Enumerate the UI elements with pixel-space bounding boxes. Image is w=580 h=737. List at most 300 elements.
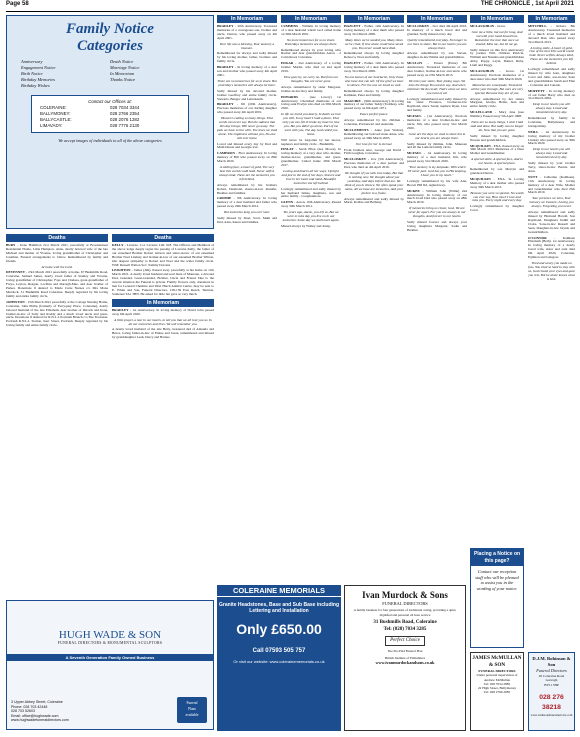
robinson-address-line: Garvagh <box>545 678 558 683</box>
notice-verse <box>217 166 277 182</box>
notice-name: DEVENNEY <box>6 270 26 275</box>
notice-text: - (nee Lavery) 1st Anniversary. Cherished memories of our loving aunt Evelyn who died on 30th March 2020. <box>281 94 341 111</box>
notice-text: - Grace. 1st Anniversary. Precious memories of a dear sister who died 30th March 2020. <box>470 69 524 81</box>
notice-name: CROMIE <box>217 196 232 201</box>
robinson-website: www.robinsonsfuneralservice.com <box>530 712 573 717</box>
notice-entry <box>470 49 524 69</box>
notice-text: Always remembered and sadly missed by Marie, Robbie and Bethany. <box>344 196 404 205</box>
notice-verse <box>470 84 524 96</box>
notice-verse <box>217 43 277 51</box>
notice-text: Tired and weary you made no fuss, You tried so hard to stay with us, God closed your eyes and gave you rest, But he alone knows what is best. <box>528 260 575 281</box>
notice-text: Sadly missed on this first anniversary by partner Will, children Patricia, William and Natasha and grandchildren Abby, Poppy, Layla, Daniel, Ruby, Liam and Peggy. <box>470 47 524 68</box>
notice-entry <box>407 98 467 114</box>
james-mcmullan-line: Tel: 028 7034 2885 <box>483 681 511 686</box>
notice-text: - Ivor (5th Anniversary). Precious memories of a dear partner and Dad, who died on 4th April 2016. <box>344 157 404 170</box>
notice-entry <box>407 52 467 60</box>
notice-entry <box>281 49 341 61</box>
notice-text: Memories are a keepsake, Treasured all the year through, But ours are very special, Because they are of you. <box>470 82 524 95</box>
category-item: Birthday Memories <box>21 77 56 82</box>
notice-text: - Anne (nee Watton). Remembering our beloved sister Anne, who passed away on 30th March 2005. <box>344 127 404 140</box>
notice-text: Lovingly remembered and sadly missed by wife Jean, daughters Carol and Julie, son-in-law Sean and grandchildren Sarah and Finn - Coleraine and Canada. <box>528 67 575 87</box>
notice-entry <box>470 111 524 119</box>
notice-text: - William John (Willie) 2nd Anniversary. In loving memory of our much loved Dad who passed away on 28th March 2019. <box>407 188 467 205</box>
notice-verse <box>407 207 467 219</box>
notice-entry <box>344 90 404 98</box>
categories-title: Family Notice Categories <box>66 21 154 54</box>
notice-entry <box>407 62 467 78</box>
notice-entry <box>6 244 108 264</box>
notice-text: - Mary Jane (nee Nimmo). Passed away 5th April 1998. <box>470 110 524 119</box>
notice-text: - 15th March 2021 peacefully at the Cottage Nursing Home, Coleraine, John Philip (formerly of Ferryquay Place, Coleraine), dearly beloved husband of the late Elizabeth, dear brother of Derrick and Irene, brother-in-law of Sally and Roddy and a much loved uncle and great-uncle. Donations if desired for R.N.L.I. Portrush Branch c/o The Treasurer. Portrush R.N.L.I. Station, Kerr Street, Portrush. Deeply regretted by his loving family and entire family circle. <box>6 299 108 328</box>
notice-verse <box>528 47 575 67</box>
notice-name: MCCLOY <box>407 61 423 66</box>
notices-column-1 <box>6 234 108 596</box>
office-town: LIMAVADY: <box>40 123 63 128</box>
section-band: In Memoriam <box>217 15 277 23</box>
notice-text: Sadly missed by your brother Terry, sister-in-law Bernie and Alan. <box>528 161 575 173</box>
notice-text: - Esther. 12th Anniversary. In loving memory of a dear mum who passed away 31st March 2009. <box>344 61 404 74</box>
notice-text: - ENA. Passed away on 30th March 2015 Memories of a Dear Mother and Grandmother. <box>470 143 524 156</box>
page-number: Page 58 <box>6 1 29 7</box>
notice-entry <box>281 86 341 94</box>
notice-verse <box>344 113 404 117</box>
notice-text: Loved and missed every day by Dad and Mum Dessie and Georgie xxx. <box>217 141 277 150</box>
notice-text: Sadly missed forever and always your loving daughters Margaret, Sadie and Heather. <box>407 219 467 232</box>
notice-entry <box>470 178 524 190</box>
notice-name: HAZLETT <box>344 61 361 66</box>
notice-entry <box>281 188 341 200</box>
robinson-address-line: BT51 5HP <box>544 682 559 687</box>
notice-verse <box>112 319 214 327</box>
notice-entry <box>407 152 467 164</box>
notice-entry <box>470 70 524 82</box>
section-band: Deaths <box>6 234 108 242</box>
notice-text: - Jill (20th Anniversary). Precious memories of our darling daughter who passed away 4th April 2001. <box>217 102 277 115</box>
notice-name: FINLAY <box>281 147 294 152</box>
notice-text: Loving and kind in all her ways, Upright and just to the end of her days, Sincere and true in her heart and mind, Beautiful memories she left behind. <box>281 169 341 185</box>
notice-entry <box>528 176 575 196</box>
james-mcmullan-line: Under personal supervision of <box>476 673 518 678</box>
notice-name: MCLELLAND <box>470 110 493 115</box>
notice-name: GLENN <box>281 200 294 205</box>
notice-entry <box>528 237 575 260</box>
notice-entry <box>217 197 277 209</box>
notice-text: Your life was a blessing, Your memory a treasure. <box>219 41 275 50</box>
coleraine-memorials-advert <box>217 585 341 731</box>
notice-text: Lovingly remembered and sadly missed by her husband James, daughters, son and entire family - Coughanmore. <box>281 186 341 199</box>
notice-name: BRADLEY <box>112 307 129 312</box>
notice-text: - Ernest (Ernie) 8th Anniversary. Treasured memories of our dear brother, brother-in-law and uncle who passed away on 27th March 2013. <box>407 61 467 77</box>
notice-verse <box>6 266 108 270</box>
section-band: In Memoriam <box>528 15 575 23</box>
notice-verse <box>217 211 277 215</box>
notice-name: MCQUILKIN <box>470 143 491 148</box>
ivan-murdock-address: 31 Bushmills Road, Coleraine <box>373 619 437 625</box>
notice-text: Lovingly remembered by daughter Carol. <box>470 204 524 213</box>
notice-entry <box>281 62 341 74</box>
notice-entry <box>528 162 575 174</box>
notice-text: Always remembered by her sisters Margaret, Gladys, Helen, Jean and entire family circle. <box>470 96 524 109</box>
notice-entry <box>217 52 277 64</box>
notice-text: - Irene Hamilton 21st March 2021, peacefully at Brookentreet Residential Home, Little Hampton. Anna, dearly beloved wife of the late Michael and mother of Yvonne, loving grandmother of Christopher and Jonathan. Funeral arrangements to follow. Remembered by family and friends. <box>6 243 108 263</box>
coleraine-memorials-title: COLERAINE MEMORIALS <box>217 585 341 597</box>
notice-entry <box>528 211 575 234</box>
notice-entry <box>112 309 214 317</box>
images-note: We accept images of individuals to all of the above categories <box>58 138 162 143</box>
notice-entry <box>112 269 214 296</box>
perfect-choice-logo: Perfect Choice <box>385 636 425 646</box>
notice-name: NEILL <box>528 129 539 134</box>
notice-text: Sadly missed by his devoted mother, brother Geoffrey and entire family circle. Stewarts, Bangor and Letterkenth. <box>217 88 277 101</box>
notice-text: Quietly remembered everyday. No longer in our lives to share, But in our hearts you are always there. <box>407 37 467 50</box>
ivan-murdock-association: British Institute of Embalmers <box>384 655 425 660</box>
notice-text: But memories keep you ever near. <box>224 210 270 215</box>
category-list <box>7 55 213 93</box>
robinson-subtitle: Funeral Directors <box>536 668 567 673</box>
notices-column-4 <box>281 15 341 583</box>
james-mcmullan-title: JAMES McMULLAN & SON <box>472 655 522 668</box>
ivan-murdock-website: www.ivanmurdockandsons.co.uk <box>375 660 435 666</box>
notice-entry <box>281 148 341 168</box>
notice-entry <box>528 68 575 88</box>
notice-entry <box>344 100 404 112</box>
notice-text: There are so many things, I wish I had said and done, But sadly can no longer do, Now that you are gone. <box>470 120 524 132</box>
ivan-murdock-title: Ivan Murdock & Sons <box>362 590 448 600</box>
notice-text: Sadly missed by Jimmie, John, Maureen and all the Lamont family circle. <box>407 141 467 150</box>
notice-text: Lovingly remembered and sadly missed by his sister Florence, brother-in-law Raymond, niece Sarah, nephew Ryan, Lisa and family. <box>407 96 467 113</box>
notice-text: Always remembered and sadly missed by Husband Harold, Son Raymond, Daughters Judith and Claire, Sons-in-law Russell and Sean, Daughter-in-law Glynis and Grandchildren. <box>528 210 575 234</box>
notice-text: - In loving memory of a dear son and brother who passed away 4th April 2001. <box>217 65 277 77</box>
notice-verse <box>528 197 575 209</box>
notice-text: Remembered by family in Coleraine, Ballymoney and Glengormley. <box>528 116 575 128</box>
notice-entry <box>407 115 467 131</box>
notice-text: Gone are the days we used to share but in our hearts you are always there. <box>408 131 466 140</box>
notice-entry <box>470 145 524 157</box>
contact-offices <box>31 95 189 133</box>
notice-entry <box>217 152 277 164</box>
category-item: Engagement Notice <box>21 65 56 70</box>
section-band: Deaths <box>112 234 214 242</box>
notice-text: Remembered by son Mervyn and grandson Darren. <box>470 167 524 175</box>
notice-text: - 1st Anniversary. In loving memory of a dear husband, Jim, who passed away 31st March 2020. <box>407 151 467 164</box>
notice-name: MCFAUL <box>407 151 422 156</box>
notice-entry <box>407 143 467 151</box>
notice-entry <box>344 198 404 206</box>
notice-text: Will never be forgotten by her nieces, nephews and family circle - Bushmills. <box>281 137 341 146</box>
office-town: COLERAINE: <box>40 105 67 110</box>
notice-verse <box>344 143 404 147</box>
office-tel: 028 2766 2354 <box>110 111 140 116</box>
hugh-wade-strapline: A Seventh Generation Family Owned Business <box>7 654 213 661</box>
notice-entry <box>217 25 277 41</box>
office-tel: 028 7776 2130 <box>110 123 140 128</box>
notice-verse <box>344 39 404 51</box>
notice-text: Missed always by Walley and Jenny. <box>281 223 331 228</box>
notice-name: MITCHELL <box>528 24 547 28</box>
notice-name: MCKEE <box>407 188 420 193</box>
notice-text: "Your memory is my keepsake, With which I'll never part. God has you in His keeping, I have you in my heart." <box>407 165 467 177</box>
hugh-wade-address: 3 Upper Abbey Street, Coleraine Phone: 028 703 42448 028 703 52603 Email: office@hughwade.com www.hughwadefuneraldirectors.com <box>11 700 69 723</box>
notice-text: Because you were so special, No words can ever say, How much I love and miss you, Every night and every day. <box>470 190 524 203</box>
notice-entry <box>281 225 341 229</box>
notice-entry <box>281 25 341 37</box>
contact-title: Contact our Offices at: <box>88 99 132 104</box>
notice-entry <box>470 205 524 213</box>
notice-entry <box>281 201 341 209</box>
notice-text: - (50th Anniversary). In loving memory of our father Teddy (Toddies), who passed away on 9th April 1971. <box>344 98 404 111</box>
notice-text: Lovingly remembered by his wife Ann, Brown Hill Rd, Aghadowey. <box>407 178 467 187</box>
notice-text: Give me a little, but not for long, And not with your head bowed low, Remember the love that once we shared, Miss me, but let me go. <box>471 29 523 46</box>
notice-text: Always remembered by son Steven, daughter-in-law Emma and grandchildren. <box>407 51 467 60</box>
section-band: In Memoriam <box>470 15 524 23</box>
notice-verse <box>407 166 467 178</box>
notice-entry <box>470 25 524 29</box>
notice-text: - 20th Anniversary. Treasured memories of a courageous son, brother and uncle, Darren, who passed away on 4th April 2001. <box>217 24 277 40</box>
notice-entry <box>344 129 404 141</box>
james-mcmullan-line: Andrew McMullan <box>483 677 511 682</box>
page-header <box>6 2 574 12</box>
notice-text: Deep in our hearts you will always stay. Loved and remembered every day. <box>532 102 571 115</box>
perfect-choice-note: The Pre-Paid Funeral Plan <box>387 648 423 653</box>
notice-text: In life we loved you dearly, In death we love you still, In my heart I hold a place, That only you can fill. It broke my heart to lose you, But you didn't go alone, Part of me went with you, The day God called you home. <box>281 112 341 136</box>
ivan-murdock-subtitle: FUNERAL DIRECTORS <box>382 601 428 606</box>
notice-text: Remembered always by your loving wife Rachel and dear grandchildren Aaron - 2 Cairn Road, Coleraine. <box>281 47 341 60</box>
notice-text: - First Anniversary. In loving memory of Bill who passed away on 29th March 2020. <box>217 151 277 164</box>
notice-text: A loving smile, A heart of gold, One of the best This world could hold. Never selfish, Always kind, These are the memories you left behind. <box>529 45 574 66</box>
notice-entry <box>217 143 277 151</box>
notice-entry <box>217 90 277 102</box>
notice-text: - William. In loving memory of a dear husband whom God called home on 30th March 2001. <box>281 24 341 36</box>
notice-name: BURY <box>6 243 16 247</box>
notice-entry <box>407 25 467 37</box>
notice-text: If memories bring us closer, God, We are never far apart, For you are always in our thoughts, And forever in our hearts. <box>408 206 466 219</box>
notices-column-5 <box>344 15 404 583</box>
office-tel: 028 2076 1282 <box>110 117 140 122</box>
notice-text: No one knows of our heartache, Only those who have lost can tell, Of the grief we bear in silence, For the one we loved so well. <box>344 74 404 87</box>
category-item: Death Notice <box>110 59 134 64</box>
notice-verse <box>344 172 404 195</box>
category-item: Thanks Notice <box>110 77 136 82</box>
notice-verse <box>281 211 341 223</box>
notice-entry <box>470 135 524 143</box>
notice-name: MCCLOSKEY <box>344 157 367 162</box>
ivan-murdock-advert <box>344 585 466 731</box>
notice-entry <box>344 25 404 37</box>
notice-text: Always remembered by his children - Coleraine, Portstewart and Australia. <box>344 118 404 127</box>
notice-entry <box>407 180 467 188</box>
coleraine-memorials-phone: Call 07593 505 757 <box>252 647 306 654</box>
hugh-wade-subtitle: FUNERAL DIRECTORS & MONUMENTAL SCULPTORS <box>57 641 163 645</box>
notice-text: At home with the Lord. <box>41 264 73 269</box>
notice-name: MCCLOSKEY <box>407 24 430 28</box>
notices-column-2 <box>112 234 214 596</box>
paper-dateline: THE CHRONICLE , 1st April 2021 <box>480 1 574 7</box>
notice-text: - Aaron, 10th Anniversary. Passed away 30th March 2011. <box>281 200 341 209</box>
robinson-phone: 028 276 38218 <box>539 693 564 711</box>
notice-entry <box>112 244 214 267</box>
notice-entry <box>217 184 277 196</box>
notice-verse <box>407 133 467 141</box>
coleraine-memorials-website: Or visit our website: www.colerainememorials.co.uk <box>233 658 325 664</box>
hugh-wade-advert <box>6 600 214 730</box>
notice-entry <box>6 271 108 298</box>
notice-verse <box>528 103 575 115</box>
notice-text: - In loving memory of our father Harry who died on 31st March 2004. <box>528 88 575 101</box>
notice-name: JOHNSTON <box>6 299 25 304</box>
notice-text: - 1st Anniversary. In loving memory of my brother Lindsay who passed away on 30th March 2020. <box>528 129 575 146</box>
notice-text: - Robert. 8th Anniversary. Treasured memories of a much loved husband and devoted Dad, who passed away 31st March 2013. <box>528 24 575 44</box>
notice-entry <box>528 25 575 45</box>
notice-text: Sadly missed by loving daughter Noreen and grandchildren. <box>470 133 524 142</box>
section-band: In Memoriam <box>281 15 341 23</box>
notice-text: Heaven's calling so many things. That words can never say. But the sadness that this day brings, Will never go away. The pain we have to live with, The tears we shed alone, The emptiness without you, No-one will ever know. <box>217 116 277 140</box>
section-band: In Memoriam <box>112 299 214 307</box>
category-item: Anniversary <box>21 59 43 64</box>
notice-name: CAMERON <box>217 151 235 156</box>
notice-text: Always remembered by sister Margaret, brother-in-law Roy and family. <box>281 84 341 93</box>
notice-name: MCLAUGHLIN <box>470 24 495 28</box>
funeral-plans-badge: Funeral Plans available <box>177 697 207 723</box>
notice-text: A little prayer, a tear in our hearts, to tell you that we all love you so. In all our memories and lives, We will remember you. <box>114 317 212 326</box>
james-mcmullan-line: Tel: 028 2766 2085 <box>483 690 511 695</box>
notice-text: - Esther. 12th Anniversary. In loving memory of a dear mum who passed away 31st March 2009. <box>344 24 404 36</box>
james-mcmullan-advert <box>470 652 524 731</box>
notice-verse <box>281 39 341 47</box>
notice-entry <box>407 221 467 233</box>
notice-name: NUTT <box>528 174 538 179</box>
placing-notice-title: Placing a Notice on this page? <box>471 549 523 566</box>
notice-name: BRADLEY <box>217 24 234 28</box>
notice-name: EDGAR <box>281 61 294 66</box>
notice-text: Remembered for always and sadly missed by his loving mother, father, brothers and family circle. <box>217 51 277 64</box>
notice-name: MAGUIRE <box>344 98 361 103</box>
notice-entry <box>407 190 467 206</box>
notice-text: Remembered always by loving daughter Kathleen, Peter and family. <box>344 88 404 97</box>
notice-text: - Ivor died 4th April 2016. In memory of a much loved dad and grandad. Sadly missed every day. <box>407 24 467 36</box>
notice-text: From brothers Alec, George and David - Firth Loughan, Coleraine. <box>344 147 404 156</box>
notice-entry <box>528 117 575 129</box>
notice-entry <box>217 217 277 225</box>
notice-text: Our love for her is eternal. <box>355 141 393 146</box>
notice-text: There are no tomorrows for us to share. But yesterday's memories will always be there. <box>217 78 277 87</box>
category-item: Birth Notice <box>21 71 43 76</box>
notice-verse <box>217 117 277 140</box>
robinson-address-line: 20 Coleraine Road <box>538 674 565 678</box>
notice-entry <box>217 103 277 115</box>
notice-verse <box>407 39 467 51</box>
notice-text: - Grace. <box>494 24 506 28</box>
notice-verse <box>528 262 575 282</box>
notice-verse <box>281 76 341 84</box>
notice-entry <box>112 328 214 340</box>
notice-text: Always remembered by his brothers Robert, Desmond, sisters-in-law Jennifer, Heather and families. <box>217 182 277 195</box>
notice-text: Deep in our hearts you will always stay. Loved and remembered every day. <box>532 147 571 160</box>
james-mcmullan-subtitle: FUNERAL DIRECTORS <box>478 669 516 673</box>
notices-column-3 <box>217 15 277 583</box>
hugh-wade-logo: HUGH WADE & SON <box>58 629 162 641</box>
notice-entry <box>344 158 404 170</box>
notice-name: BRADLEY <box>217 102 234 107</box>
notice-text: Sadly missed by Janet, Scott, Mum and Dad, Alan, Karen and families. <box>217 216 277 224</box>
notice-entry <box>528 131 575 147</box>
notice-name: MCQUILKIN <box>470 176 491 181</box>
category-item: Birthday Wishes <box>21 83 50 88</box>
ivan-murdock-description: A family business for four generations of traditional caring, providing a quiet, dignified and personal 24 hour service <box>353 608 457 617</box>
notice-entry <box>281 96 341 112</box>
notice-name: HAZLETT <box>344 24 361 28</box>
notice-entry <box>344 62 404 74</box>
placing-notice-box <box>470 548 524 648</box>
office-town: BALLYMONEY: <box>40 111 71 116</box>
coleraine-memorials-offer: Granite Headstones, Base and Sub Base including Lettering and Installation <box>218 602 340 615</box>
robinson-advert <box>528 652 575 731</box>
notice-name: EDWARDS <box>281 94 298 99</box>
notice-verse <box>470 31 524 47</box>
section-band: In Memoriam <box>344 15 404 23</box>
notice-text: - 2nd Anniversary of a loving brother Martin, who died on 2nd April 2019. <box>281 61 341 74</box>
notice-entry <box>470 168 524 176</box>
notice-name: MCFAUL <box>407 114 422 119</box>
robinson-title: D.J.M. Robinson & Son <box>532 656 571 667</box>
notice-text: Your presence we miss, Your memory we treasure, Loving you always, Forgetting you never. <box>529 196 574 209</box>
coleraine-memorials-price: Only £650.00 <box>236 620 322 637</box>
notice-verse <box>470 158 524 166</box>
notice-text: Many times we've needed you, Many times we've cried, If love alone could have saved you, You never would have died. <box>344 37 404 50</box>
notice-entry <box>281 139 341 147</box>
notice-text: Peace perfect peace. <box>359 112 389 117</box>
notice-verse <box>281 170 341 186</box>
office-town: BALLYCASTLE: <box>40 117 72 122</box>
notice-verse <box>407 80 467 96</box>
notice-name: LEIGHTON <box>112 268 131 273</box>
notice-name: MCLAUGHLIN <box>470 69 495 74</box>
notice-name: O'CONNOR <box>528 235 547 240</box>
notice-text: - 1st Anniversary. In loving memory of David John passed away 6th April 2020. <box>112 307 214 316</box>
notice-name: MCCLEMENTS <box>344 127 369 132</box>
notice-verse <box>344 76 404 88</box>
notice-text: No more tomorrows for us to share. Yesterdays memories are always there. <box>284 37 338 46</box>
notice-text: Time goes by, we carry on, But from our thoughts, You are never gone. <box>283 74 339 83</box>
notice-name: CUMMINS <box>281 24 298 28</box>
notice-text: A dearly loved husband of the late Betty, treasured dad of Amanda and Bruce, loving father-in-law of Elaine and Jason, remembered and missed by granddaughter Leah, Darcy and Barnes. <box>112 327 214 340</box>
ivan-murdock-tel: Tel: (028) 7034 3285 <box>383 626 427 632</box>
notice-verse <box>281 113 341 136</box>
notice-name: KELLY <box>112 243 124 247</box>
notice-entry <box>344 119 404 127</box>
placing-notice-body: Contact our reception staff who will be pleased to assist you in the wording of your notice. <box>475 569 519 591</box>
james-mcmullan-line: 22 High Street, Ballymoney <box>477 686 517 691</box>
notice-text: - Sarah Ellen (nee Moore). In loving memory of a very dear wife, mother, mother-in-law, grandmother, and great-grandmother. Called home 28th March 2017. <box>281 147 341 168</box>
notice-text: We thought of you with love today, But that is nothing new. We thought about you yesterday, And days before that too. We think of you in silence, We often speak your name, All we have are memories, And your picture in a frame. <box>344 171 404 195</box>
notice-text: - (1st Anniversary). Precious memories of a dear brother-in-law and uncle, Jim, who passed away 31st March 2020. <box>407 114 467 130</box>
notice-text: - James (Jim). Passed away peacefully at his home on 11th March 2021. A dearly loved husband and soul mate of Maureen, a devoted Dad, Grandad, Great-Grandad, Brother, Uncle and Friend. Due to the current situation the Funeral is private. Family flowers only, donations in lieu for Leonard Cheshire and West Hatch Animal Centre, may be sent to E. White and Son, Funeral Directors, 158-159 East Reach, Taunton, Somerset TA1 3HN. He asked for little but gave so very much. <box>112 268 214 296</box>
category-item: Marriage Notice <box>110 65 140 70</box>
notice-entry <box>344 149 404 157</box>
notice-text: - ENA. In Loving Memory of a dear mother who passed away 30th March 2015. <box>470 176 524 189</box>
notice-name: MOFFETT <box>528 88 545 93</box>
notices-column-6 <box>407 15 467 583</box>
notice-entry <box>528 90 575 102</box>
notice-entry <box>470 98 524 110</box>
notice-name: BRADLEY <box>217 65 234 70</box>
notice-text: Ten years ago, Aaron, you left us, But we were to miss day you live on in our memories. Some day we shall meet again. <box>282 210 340 222</box>
notice-verse <box>217 80 277 88</box>
notices-column-8 <box>528 15 575 649</box>
notice-entry <box>6 301 108 328</box>
notice-entry <box>344 52 404 60</box>
notice-verse <box>528 148 575 160</box>
notice-verse <box>470 192 524 204</box>
